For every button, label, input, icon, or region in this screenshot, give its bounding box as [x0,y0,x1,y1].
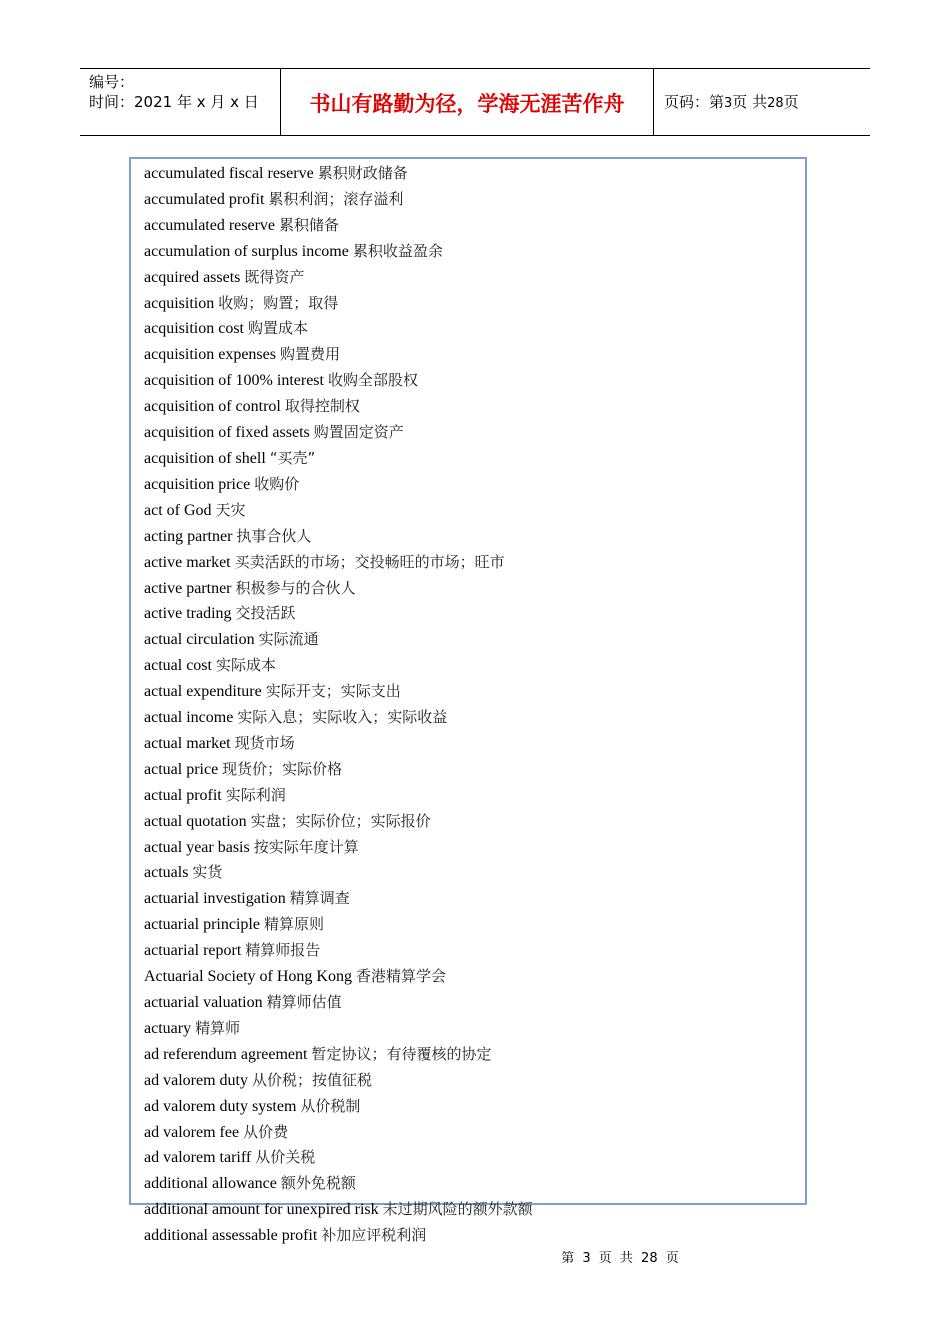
entry-chinese-term: 从价税制 [300,1096,361,1115]
entry-chinese-term: 天灾 [215,500,246,519]
entry-english-term: actuarial valuation [144,994,263,1011]
entry-chinese-term: 实际成本 [215,656,276,675]
entry-chinese-term: 累积储备 [279,215,340,234]
entry-english-term: active partner [144,579,232,597]
entry-english-term: acquisition of control [144,398,281,416]
entry-english-term: additional allowance [144,1175,277,1193]
glossary-entry [144,757,805,783]
entry-chinese-term: 实货 [192,863,223,882]
glossary-entry [144,498,805,524]
entry-english-term: accumulated profit [144,190,265,208]
entry-english-term: ad valorem duty system [144,1097,297,1115]
entry-english-term: acquisition of fixed assets [144,424,310,442]
entry-chinese-term: 未过期风险的额外款额 [382,1200,533,1219]
glossary-entry [144,938,805,964]
glossary-entry [144,213,805,239]
page-suffix: 页 [783,93,799,111]
entry-english-term: additional assessable profit [144,1227,318,1245]
entry-english-term: actual price [144,760,219,778]
entry-english-term: actual expenditure [144,683,262,701]
entry-english-term: active trading [144,605,232,623]
entry-english-term: actual year basis [144,838,250,856]
entry-english-term: acquisition of 100% interest [144,372,324,390]
entry-chinese-term: 按实际年度计算 [253,837,359,856]
entry-chinese-term: 购置费用 [279,345,340,364]
glossary-entry [144,1223,805,1249]
glossary-entry [144,1042,805,1068]
entry-english-term: actuarial report [144,942,242,960]
glossary-entry [144,679,805,705]
entry-chinese-term: 累积财政储备 [317,164,408,182]
document-time-label: 时间：2021 年 x 月 x 日 [89,93,259,111]
entry-english-term: actuary [144,1019,192,1037]
glossary-entry [144,550,805,576]
entry-english-term: actual cost [144,657,212,675]
entry-english-term: accumulated reserve [144,216,276,234]
glossary-entry [144,368,805,394]
entry-chinese-term: 收购价 [254,474,300,493]
entry-chinese-term: 精算原则 [263,915,324,934]
glossary-entry [144,1094,805,1120]
glossary-entry [144,187,805,213]
glossary-entry [144,291,805,317]
entry-chinese-term: 买卖活跃的市场；交投畅旺的市场；旺市 [234,552,505,571]
glossary-entry [144,783,805,809]
entry-chinese-term: 实际开支；实际支出 [265,682,401,701]
glossary-entry [144,835,805,861]
entry-chinese-term: 累积收益盈余 [352,241,443,260]
entry-english-term: acquisition cost [144,320,244,338]
entry-english-term: active market [144,553,231,571]
entry-chinese-term: 收购；购置；取得 [218,293,339,312]
entry-chinese-term: 现货价；实际价格 [222,759,343,778]
glossary-entry [144,964,805,990]
glossary-entry [144,990,805,1016]
glossary-entry [144,1120,805,1146]
glossary-entry [144,1197,805,1223]
entry-chinese-term: 精算师 [195,1018,241,1037]
entry-english-term: act of God [144,501,212,519]
entry-english-term: ad referendum agreement [144,1045,308,1063]
entry-chinese-term: 实际入息；实际收入；实际收益 [237,708,448,727]
entry-chinese-term: 补加应评税利润 [321,1226,427,1245]
glossary-entry [144,265,805,291]
entry-english-term: accumulated fiscal reserve [144,165,314,182]
entry-chinese-term: 购置固定资产 [313,423,404,442]
glossary-box [129,157,807,1245]
glossary-entry [144,394,805,420]
entry-english-term: actual income [144,709,234,727]
glossary-entry [144,524,805,550]
glossary-entry [144,1016,805,1042]
entry-chinese-term: 实盘；实际价位；实际报价 [250,811,431,830]
header-meta [80,69,281,135]
page-footer: 第 3 页 共 28 页 [561,1251,679,1266]
entry-chinese-term: 收购全部股权 [327,371,418,390]
document-number-label: 编号： [89,73,135,91]
entry-english-term: Actuarial Society of Hong Kong [144,968,352,986]
page-current: 3 [724,96,733,111]
entry-chinese-term: 精算师报告 [245,941,321,960]
page-prefix: 页码：第 [664,93,725,111]
glossary-entry [144,886,805,912]
entry-english-term: acquisition [144,294,215,312]
entry-chinese-term: 积极参与的合伙人 [235,578,356,597]
entry-chinese-term: 执事合伙人 [236,526,312,545]
glossary-entry [144,601,805,627]
entry-english-term: actuals [144,864,189,882]
entry-english-term: ad valorem duty [144,1071,248,1089]
glossary-entry [144,860,805,886]
entry-chinese-term: 购置成本 [247,319,308,338]
entry-english-term: ad valorem tariff [144,1149,252,1167]
glossary-entry [144,239,805,265]
entry-english-term: actual market [144,734,231,752]
entry-chinese-term: 实际利润 [225,785,286,804]
entry-english-term: acquisition of shell [144,449,266,467]
entry-english-term: actual circulation [144,631,255,649]
glossary-entry [144,1145,805,1171]
glossary-entry [144,342,805,368]
entry-chinese-term: 暂定协议；有待覆核的协定 [311,1044,492,1063]
entry-chinese-term: 累积利润；滚存溢利 [268,189,404,208]
entry-english-term: additional amount for unexpired risk [144,1201,379,1219]
page-mid: 页 共 [732,93,768,111]
entry-chinese-term: “买壳” [269,448,316,467]
glossary-entry [144,446,805,472]
glossary-entry [144,912,805,938]
glossary-entry [144,161,805,187]
glossary-entry [144,1068,805,1094]
entry-english-term: acquisition price [144,475,251,493]
entry-chinese-term: 额外免税额 [280,1174,356,1193]
glossary-entry [144,705,805,731]
entry-chinese-term: 从价关税 [255,1148,316,1167]
glossary-entry [144,1171,805,1197]
entry-english-term: actual profit [144,786,222,804]
entry-chinese-term: 交投活跃 [235,604,296,623]
entry-chinese-term: 既得资产 [244,267,305,286]
header-page-info [654,69,870,135]
entry-english-term: acquired assets [144,268,241,286]
glossary-entry [144,316,805,342]
entry-chinese-term: 实际流通 [258,630,319,649]
glossary-entry [144,576,805,602]
glossary-entry [144,809,805,835]
entry-chinese-term: 从价费 [243,1122,289,1141]
entry-chinese-term: 取得控制权 [284,397,360,416]
entry-english-term: acquisition expenses [144,346,276,364]
page-total: 28 [767,96,784,111]
entry-chinese-term: 精算调查 [289,889,350,908]
entry-chinese-term: 从价税；按值征税 [251,1070,372,1089]
entry-english-term: acting partner [144,527,233,545]
header-motto: 书山有路勤为径，学海无涯苦作舟 [281,69,654,135]
entry-english-term: actual quotation [144,812,247,830]
page-header [80,68,870,136]
entry-chinese-term: 现货市场 [234,733,295,752]
entry-chinese-term: 香港精算学会 [355,967,446,986]
entry-english-term: actuarial investigation [144,890,286,908]
entry-english-term: ad valorem fee [144,1123,240,1141]
glossary-entry [144,627,805,653]
entry-english-term: accumulation of surplus income [144,242,349,260]
glossary-entry [144,731,805,757]
glossary-entry [144,653,805,679]
glossary-entry [144,420,805,446]
entry-english-term: actuarial principle [144,916,260,934]
entry-chinese-term: 精算师估值 [266,993,342,1011]
glossary-entry [144,472,805,498]
